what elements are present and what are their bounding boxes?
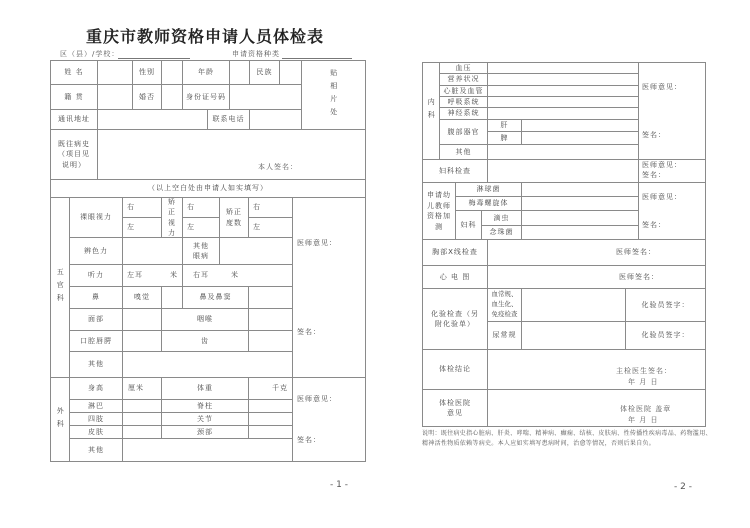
naked-right-field[interactable]: 右 [123, 198, 162, 218]
blood-field[interactable] [522, 289, 626, 322]
trich-field[interactable] [522, 211, 639, 226]
hospital-label: 体检医院意见 [422, 390, 488, 427]
district-field[interactable] [118, 58, 190, 59]
left-ear-label: 左耳 [127, 271, 143, 280]
degree-right-field[interactable]: 右 [249, 198, 293, 218]
id-label: 身份证号码 [183, 85, 230, 110]
sinus-field[interactable] [249, 287, 293, 309]
internal-other-field[interactable] [488, 145, 639, 160]
internal-section-label: 内科 [422, 62, 440, 160]
ecg-field[interactable] [488, 266, 706, 289]
gyn-short-label: 妇科 [456, 211, 482, 240]
throat-label: 咽喉 [162, 309, 249, 331]
resp-field[interactable] [488, 97, 639, 108]
ethnicity-field[interactable] [280, 60, 302, 85]
liver-field[interactable] [522, 120, 639, 132]
sign-label: 签名： [297, 436, 321, 444]
ecg-label: 心 电 图 [422, 266, 488, 289]
color-vision-field[interactable] [123, 238, 183, 265]
doctor-opinion-label: 医师意见： [642, 161, 682, 170]
neck-field[interactable] [249, 426, 293, 439]
kinder-label: 申请幼儿教师资格加测 [422, 183, 456, 240]
candida-label: 念珠菌 [482, 226, 522, 240]
gyn-doctor-opinion[interactable] [639, 160, 706, 183]
note-text: 说明：既往病史指心脏病、肝炎、哮喘、精神病、癫痫、结核、皮肤病、性传播性疾病毒品、药物滥用、精神活性物质依赖等病史。本人应如实填写患病时间，治愈等情况，否则后果自负。 [422, 430, 712, 447]
height-field[interactable]: 厘米 [123, 378, 162, 400]
skin-label: 皮肤 [70, 426, 123, 439]
sign-label: 签名： [642, 130, 666, 139]
naked-left-field[interactable]: 左 [123, 218, 162, 238]
sign-label: 签名： [297, 328, 321, 336]
nose-label: 鼻 [70, 287, 123, 309]
photo-area[interactable]: 贴相片处 [302, 60, 366, 130]
married-label: 婚否 [133, 85, 162, 110]
neck-label: 颈部 [162, 426, 249, 439]
lab-label: 化验检查（另附化验单） [422, 289, 488, 350]
qualification-label: 申请资格种类 [232, 50, 280, 58]
gyn-label: 妇科检查 [422, 160, 488, 183]
teeth-label: 齿 [162, 331, 249, 352]
nerve-field[interactable] [488, 108, 639, 120]
conclusion-field[interactable] [488, 350, 706, 390]
nutrition-field[interactable] [488, 74, 639, 86]
resp-label: 呼吸系统 [440, 97, 488, 108]
gyn-field[interactable] [488, 160, 639, 183]
meter-unit: 米 [231, 271, 239, 280]
spleen-field[interactable] [522, 132, 639, 145]
page-number-2: - 2 - [674, 482, 692, 492]
name-label: 姓 名 [50, 60, 98, 85]
bp-field[interactable] [488, 62, 639, 74]
district-label: 区（县）/学校： [60, 50, 120, 58]
facial-section-label: 五官科 [50, 198, 70, 378]
qualification-field[interactable] [282, 58, 352, 59]
trich-label: 滴虫 [482, 211, 522, 226]
conclusion-label: 体检结论 [422, 350, 488, 390]
ecg-doctor-sign: 医师签名： [619, 272, 659, 281]
urine-lab-sign[interactable]: 化验员签字： [626, 322, 706, 350]
corrected-degree-label: 矫正度数 [220, 198, 249, 238]
height-label: 身高 [70, 378, 123, 400]
syphilis-label: 梅毒螺旋体 [456, 197, 522, 211]
doctor-opinion-label: 医师意见： [642, 82, 682, 91]
smell-field[interactable] [162, 287, 183, 309]
mouth-label: 口腔唇腭 [70, 331, 123, 352]
name-field[interactable] [98, 60, 133, 85]
hospital-field[interactable] [488, 390, 706, 427]
id-field[interactable] [230, 85, 302, 110]
skin-field[interactable] [123, 426, 162, 439]
naked-vision-label: 裸眼视力 [70, 198, 123, 238]
gender-field[interactable] [162, 60, 183, 85]
spine-label: 脊柱 [162, 400, 249, 413]
throat-field[interactable] [249, 309, 293, 331]
chief-sign-label: 主检医生签名： [616, 367, 672, 375]
abdomen-label: 腹部器官 [440, 120, 488, 145]
spleen-label: 脾 [488, 132, 522, 145]
xray-field[interactable] [488, 240, 706, 266]
joints-field[interactable] [249, 413, 293, 426]
doctor-opinion-label: 医师意见： [297, 238, 337, 247]
facial-other-label: 其他 [70, 352, 123, 378]
other-eye-field[interactable] [220, 238, 293, 265]
weight-field[interactable]: 千克 [249, 378, 293, 400]
age-label: 年龄 [183, 60, 230, 85]
xray-doctor-sign: 医师签名： [616, 248, 656, 257]
doctor-opinion-label: 医师意见： [642, 192, 682, 201]
history-label: 既往病史（项目见说明） [50, 130, 98, 180]
color-vision-label: 辨色力 [70, 238, 123, 265]
limbs-label: 四肢 [70, 413, 123, 426]
surgery-other-label: 其他 [70, 439, 123, 462]
teeth-field[interactable] [249, 331, 293, 352]
blood-label: 血常规、血生化、免疫检查 [488, 289, 522, 322]
surgery-section-label: 外科 [50, 378, 70, 462]
liver-label: 肝 [488, 120, 522, 132]
candida-field[interactable] [522, 226, 639, 240]
conclusion-date: 年 月 日 [628, 378, 659, 386]
phone-label: 联系电话 [208, 110, 250, 130]
native-field[interactable] [98, 85, 133, 110]
gonorrhea-field[interactable] [522, 183, 639, 197]
heart-label: 心脏及血管 [440, 86, 488, 97]
meter-unit: 米 [170, 271, 178, 280]
urine-label: 尿常规 [488, 322, 522, 350]
sign-label: 签名： [642, 171, 666, 179]
ethnicity-label: 民族 [250, 60, 280, 85]
doctor-opinion-label: 医师意见： [297, 394, 337, 403]
bp-label: 血压 [440, 62, 488, 74]
joints-label: 关节 [162, 413, 249, 426]
right-ear-label: 右耳 [193, 271, 209, 280]
corrected-right-field[interactable]: 右 [183, 198, 220, 218]
xray-label: 胸部X线检查 [422, 240, 488, 266]
history-field[interactable] [98, 130, 366, 180]
kinder-doctor-opinion[interactable] [639, 183, 706, 240]
limbs-field[interactable] [123, 413, 162, 426]
self-sign-label: 本人签名： [258, 163, 298, 171]
degree-left-field[interactable]: 左 [249, 218, 293, 238]
sign-label: 签名： [642, 220, 666, 229]
native-label: 籍 贯 [50, 85, 98, 110]
smell-label: 嗅觉 [123, 287, 162, 309]
surgery-doctor-opinion[interactable] [293, 378, 366, 462]
lymph-label: 淋巴 [70, 400, 123, 413]
corrected-vision-label: 矫正视力 [162, 198, 183, 238]
facial-other-field[interactable] [123, 352, 293, 378]
right-ear-field[interactable] [183, 265, 293, 287]
fill-note: （以上空白处由申请人如实填写） [50, 180, 366, 198]
lymph-field[interactable] [123, 400, 162, 413]
age-field[interactable] [230, 60, 250, 85]
face-field[interactable] [123, 309, 162, 331]
mouth-field[interactable] [123, 331, 162, 352]
blood-lab-sign[interactable]: 化验员签字： [626, 289, 706, 322]
facial-doctor-opinion[interactable] [293, 198, 366, 378]
urine-field[interactable] [522, 322, 626, 350]
hospital-seal-label: 体检医院 盖章 [620, 405, 672, 413]
left-ear-field[interactable] [123, 265, 183, 287]
married-field[interactable] [162, 85, 183, 110]
corrected-left-field[interactable]: 左 [183, 218, 220, 238]
nutrition-label: 营养状况 [440, 74, 488, 86]
sinus-label: 鼻及鼻窦 [183, 287, 249, 309]
weight-label: 体重 [162, 378, 249, 400]
surgery-other-field[interactable] [123, 439, 293, 462]
hearing-label: 听力 [70, 265, 123, 287]
other-eye-label: 其他眼病 [183, 238, 220, 265]
internal-doctor-opinion[interactable] [639, 62, 706, 160]
heart-field[interactable] [488, 86, 639, 97]
hospital-date: 年 月 日 [628, 416, 659, 424]
address-field[interactable] [98, 110, 208, 130]
gender-label: 性别 [133, 60, 162, 85]
nerve-label: 神经系统 [440, 108, 488, 120]
internal-other-label: 其他 [440, 145, 488, 160]
form-title: 重庆市教师资格申请人员体检表 [85, 27, 324, 46]
address-label: 通讯地址 [50, 110, 98, 130]
syphilis-field[interactable] [522, 197, 639, 211]
gonorrhea-label: 淋球菌 [456, 183, 522, 197]
phone-field[interactable] [250, 110, 302, 130]
page-number-1: - 1 - [330, 480, 348, 490]
spine-field[interactable] [249, 400, 293, 413]
face-label: 面部 [70, 309, 123, 331]
